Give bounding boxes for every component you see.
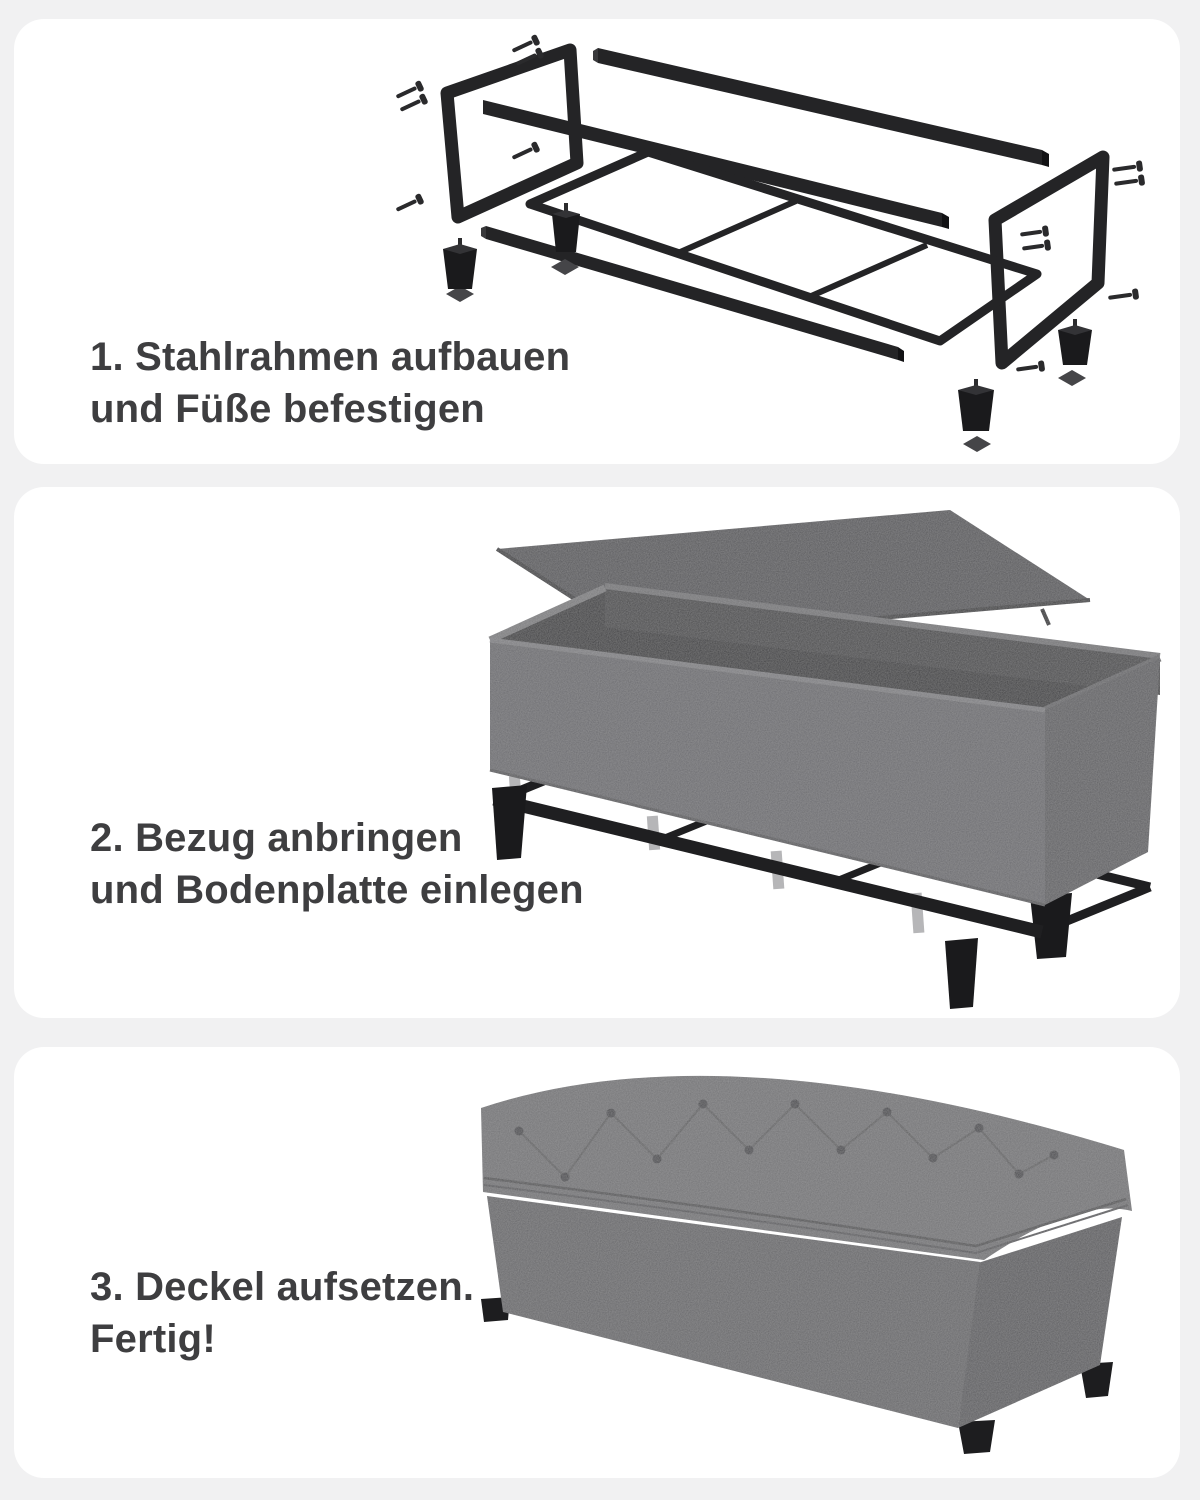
step-1-text-line-1: 1. Stahlrahmen aufbauen xyxy=(90,335,571,379)
fabric-cover-box xyxy=(490,586,1160,905)
step-3-text-line-2: Fertig! xyxy=(90,1317,216,1361)
steel-frame-parts xyxy=(447,48,1103,363)
step-2-text-line-2: und Bodenplatte einlegen xyxy=(90,868,584,912)
step-card-1 xyxy=(14,19,1180,464)
step-card-3 xyxy=(14,1047,1180,1478)
step-1-text-line-2: und Füße befestigen xyxy=(90,387,485,431)
step-1-caption xyxy=(90,331,570,435)
bench-body xyxy=(481,1076,1132,1428)
step-2-caption xyxy=(90,812,584,916)
cover-and-bottom-plate-illustration xyxy=(14,487,1180,1018)
step-3-caption xyxy=(90,1261,474,1365)
plate-notch xyxy=(1042,609,1049,625)
step-card-2 xyxy=(14,487,1180,1018)
step-2-text-line-1: 2. Bezug anbringen xyxy=(90,816,463,860)
step-3-text-line-1: 3. Deckel aufsetzen. xyxy=(90,1265,475,1309)
